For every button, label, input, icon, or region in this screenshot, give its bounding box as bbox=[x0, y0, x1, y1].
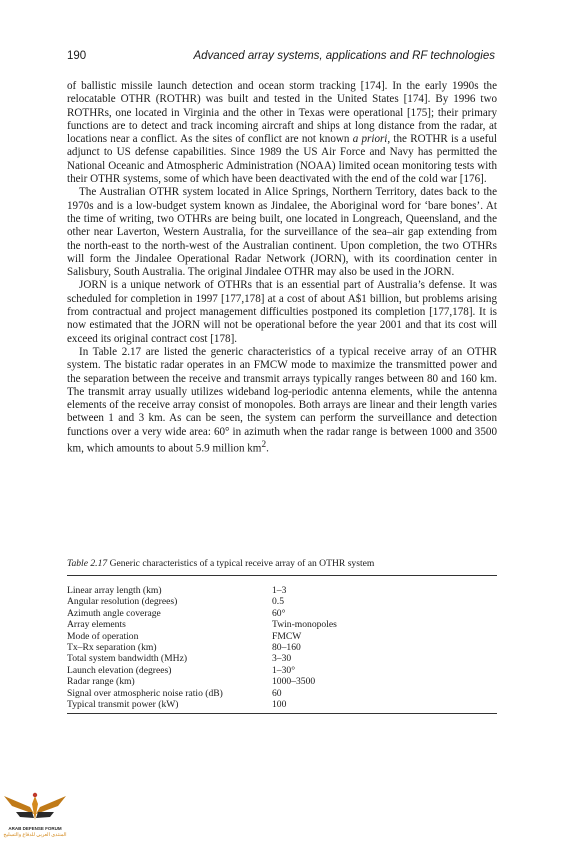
table-row bbox=[67, 665, 497, 676]
table-cell-parameter: Total system bandwidth (MHz) bbox=[67, 653, 188, 665]
page-header bbox=[67, 50, 495, 66]
table-cell-value: 3–30 bbox=[272, 653, 292, 665]
paragraph-4: In Table 2.17 are listed the generic characteristics of a typical receive array of an OTHR system. The bistatic radar operates in an FMCW mode to maximize the transmitted power and the separation between the receive and transmit arrays typically ranges between 80 and 160 km. The transmit array usually utilizes wideband log-periodic antenna elements, while the antenna elements of the receive array consist of monopoles. Both arrays are linear and their length varies between 1 and 3 km. As can be seen, the system can perform the surveillance and detection functions over a very wide area: 60° in azimuth when the radar range is between 1000 and 3500 km, which amounts to about 5.9 million $km^2$. bbox=[67, 345, 497, 455]
table-cell-value: 1–3 bbox=[272, 585, 287, 596]
table-cell-parameter: Angular resolution (degrees) bbox=[67, 596, 178, 608]
superscript-2: 2 bbox=[261, 440, 267, 451]
table-label: Table 2.17 bbox=[67, 558, 108, 569]
table-row bbox=[67, 608, 497, 619]
table-row bbox=[67, 699, 497, 710]
table-cell-value: 0.5 bbox=[272, 596, 284, 608]
table-cell-parameter: Linear array length (km) bbox=[67, 585, 162, 596]
table-cell-value: FMCW bbox=[272, 630, 302, 642]
table-cell-value: 1000–3500 bbox=[272, 676, 316, 688]
paragraph-3: JORN is a unique network of OTHRs that is an essential part of Australia’s defense. It was scheduled for completion in 1997 [177,178] at a cost of about A$1 billion, but problems arising from contractual and project management difficulties postponed its completion [177,178]. It is now estimated that the JORN will not be operational before the year 2001 and that its cost will exceed its original contract cost [178]. bbox=[67, 279, 497, 345]
body-text bbox=[67, 80, 497, 456]
table-cell-value: 60 bbox=[272, 687, 282, 699]
table-cell-parameter: Typical transmit power (kW) bbox=[67, 699, 179, 711]
watermark-subtitle: المنتدى العربي للدفاع والتسليح bbox=[3, 833, 67, 838]
table-cell-value: 60° bbox=[272, 607, 286, 619]
emphasis-a-priori: a priori bbox=[352, 133, 388, 146]
table-cell-value: 100 bbox=[272, 699, 287, 711]
table-row bbox=[67, 688, 497, 699]
table-row bbox=[67, 642, 497, 653]
table-cell-parameter: Tx–Rx separation (km) bbox=[67, 642, 157, 654]
table-cell-value: 80–160 bbox=[272, 642, 301, 654]
table-cell-parameter: Radar range (km) bbox=[67, 676, 135, 688]
table-cell-parameter: Launch elevation (degrees) bbox=[67, 664, 172, 676]
table-cell-parameter: Mode of operation bbox=[67, 630, 139, 642]
table-row bbox=[67, 596, 497, 607]
page-number: 190 bbox=[67, 50, 87, 62]
spec-table-body bbox=[67, 585, 497, 710]
paragraph-1: of ballistic missile launch detection and ocean storm tracking [174]. In the early 1990s the relocatable OTHR (ROTHR) was built and tested in the United States [174]. By 1996 two ROTHRs, one located in Virginia and the other in Texas were operational [175]; their primary functions are to detect and track incoming aircraft and ships at long distance from the radar, at locations near a conflict. As the sites of conflict are not known a priori, the ROTHR is a useful adjunct to US defense capabilities. Since 1989 the US Air Force and Navy has permitted the National Oceanic and Atmospheric Administration (NOAA) limited ocean monitoring tests with their OTHR systems, some of which have been deactivated with the end of the cold war [176]. bbox=[67, 80, 497, 186]
running-head: Advanced array systems, applications and RF technologies bbox=[193, 50, 495, 62]
table-row bbox=[67, 631, 497, 642]
table-cell-value: 1–30° bbox=[272, 664, 296, 676]
watermark-logo bbox=[2, 790, 68, 840]
paragraph-2: The Australian OTHR system located in Alice Springs, Northern Territory, dates back to the 1970s and is a low-budget system known as Jindalee, the Aboriginal word for ‘bare bones’. At the time of writing, two OTHRs are being built, one located in Longreach, Queensland, and the other near Laverton, Western Australia, for the surveillance of the sea–air gap extending from the north-east to the north-west of the Australian continent. Upon completion, the two OTHRs will form the Jindalee Operational Radar Network (JORN), with its coordination center in Salisbury, South Australia. The original Jindalee OTHR may also be used in the JORN. bbox=[67, 186, 497, 279]
spec-table bbox=[67, 575, 497, 714]
table-caption-text: Generic characteristics of a typical receive array of an OTHR system bbox=[107, 558, 375, 569]
table-row bbox=[67, 676, 497, 687]
table-rule-top bbox=[67, 575, 497, 576]
table-row bbox=[67, 653, 497, 664]
table-cell-value: Twin-monopoles bbox=[272, 619, 337, 631]
table-row bbox=[67, 619, 497, 630]
eagle-icon bbox=[2, 790, 68, 826]
table-cell-parameter: Signal over atmospheric noise ratio (dB) bbox=[67, 687, 223, 699]
table-row bbox=[67, 585, 497, 596]
table-cell-parameter: Array elements bbox=[67, 619, 126, 631]
table-caption bbox=[67, 558, 497, 569]
watermark-title: ARAB DEFENSE FORUM bbox=[8, 826, 62, 831]
table-rule-bottom bbox=[67, 713, 497, 714]
table-cell-parameter: Azimuth angle coverage bbox=[67, 607, 161, 619]
